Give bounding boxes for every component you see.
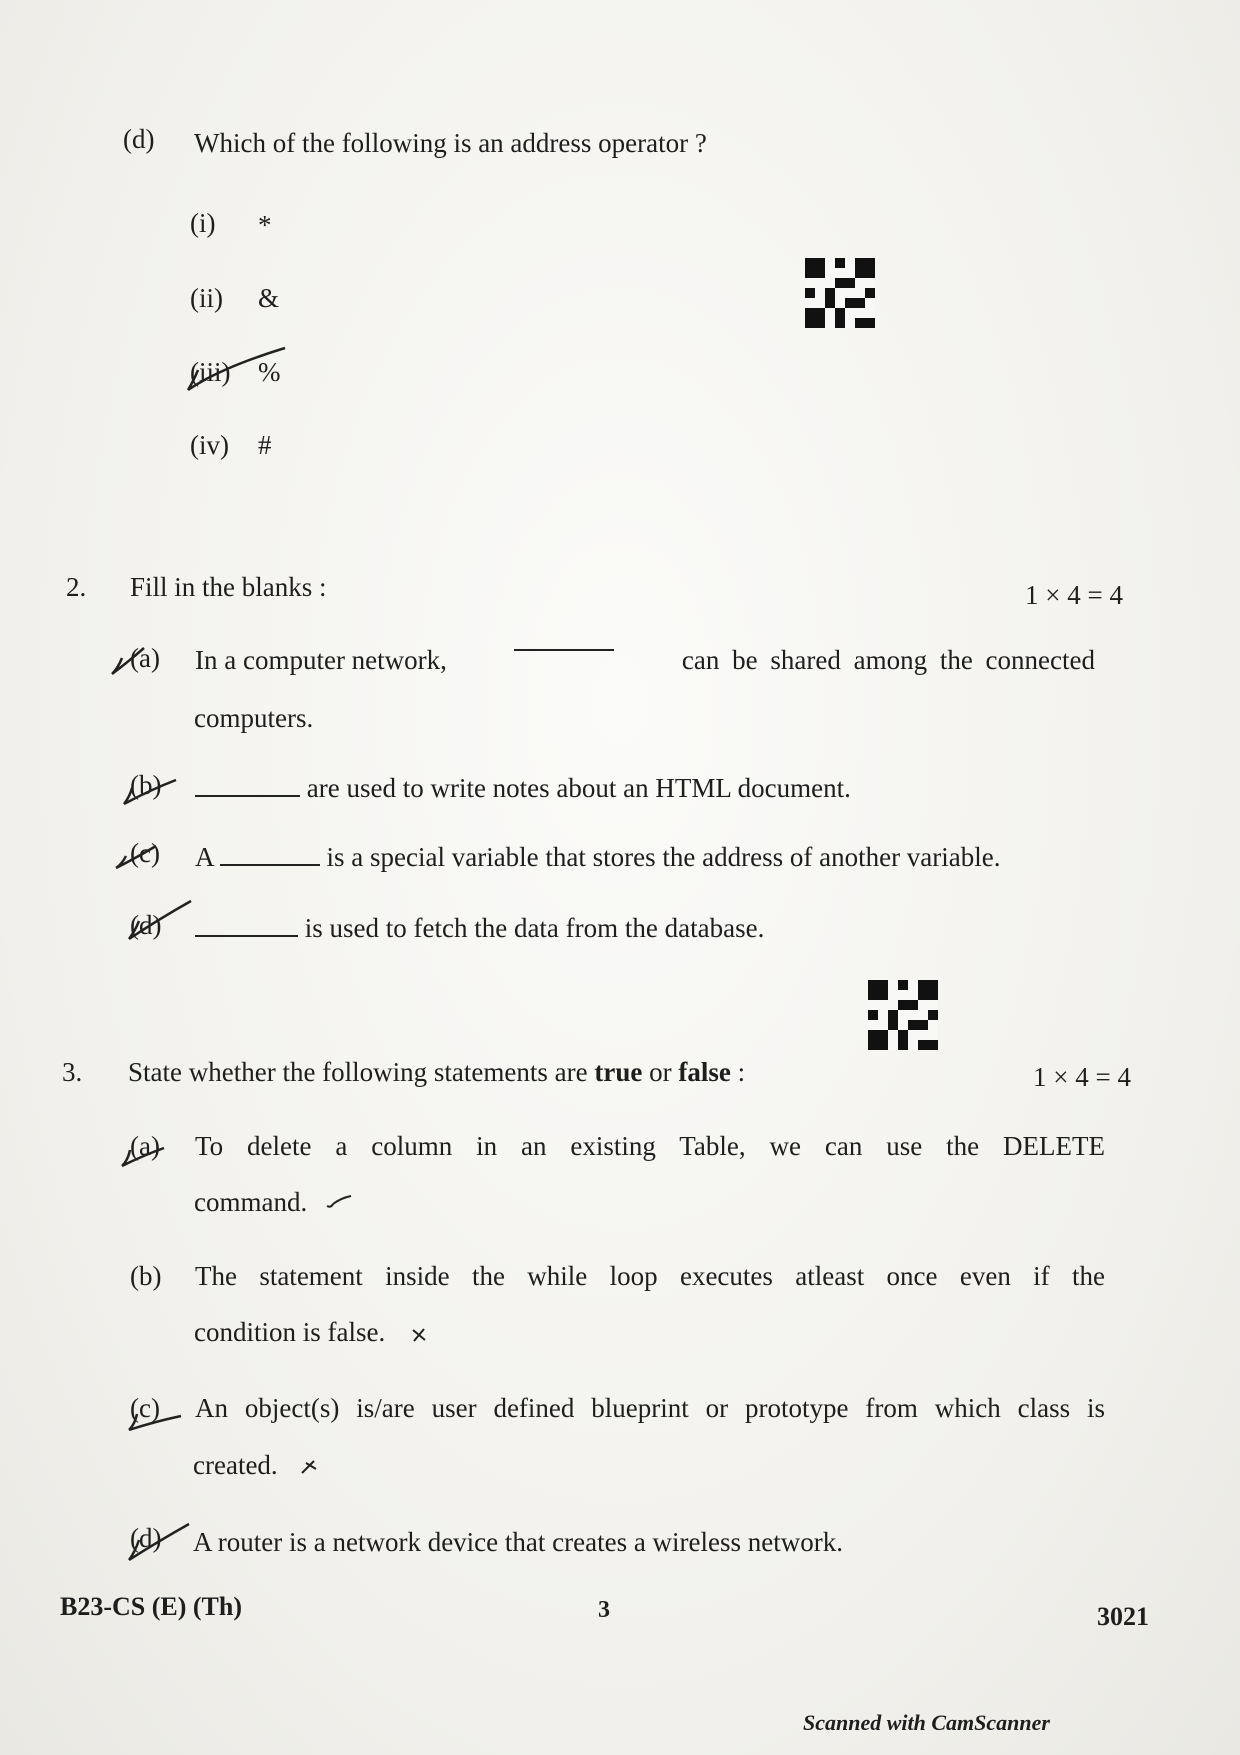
pen-tick-mark bbox=[112, 838, 162, 878]
q3-marks: 1 × 4 = 4 bbox=[1033, 1062, 1131, 1092]
pen-tick-mark bbox=[325, 1192, 355, 1212]
q3-title-pre: State whether the following statements are bbox=[128, 1057, 588, 1087]
q2c-post: is a special variable that stores the address of another variable. bbox=[326, 842, 1001, 872]
pen-tick-mark bbox=[125, 895, 195, 945]
q2b-label: (b) bbox=[130, 770, 162, 800]
q3b-label: (b) bbox=[130, 1261, 162, 1291]
q1d-option-iv-value: # bbox=[258, 430, 272, 460]
q3a-cont: command. bbox=[194, 1187, 308, 1217]
q1d-option-iii-value: % bbox=[258, 357, 281, 387]
q1d-option-ii-label: (ii) bbox=[190, 283, 223, 313]
q1d-option-iv-label: (iv) bbox=[190, 430, 229, 460]
q3-title-true: true bbox=[594, 1057, 643, 1087]
q2-number: 2. bbox=[66, 572, 87, 602]
q2c-pre: A bbox=[195, 842, 214, 872]
pen-tick-mark bbox=[120, 770, 180, 810]
q3d-label: (d) bbox=[130, 1523, 162, 1553]
q3b-text: The statement inside the while loop executes atleast once even if the bbox=[195, 1261, 1105, 1291]
q3-title-false: false bbox=[678, 1057, 731, 1087]
pen-tick-mark bbox=[125, 1518, 191, 1566]
q2b-post: are used to write notes about an HTML document. bbox=[306, 773, 851, 803]
q3-number: 3. bbox=[62, 1057, 83, 1087]
q3b-cont: condition is false. bbox=[194, 1317, 386, 1347]
q2d-blank[interactable] bbox=[195, 931, 298, 937]
q2c-label: (c) bbox=[130, 838, 160, 868]
q3c-cont: created. bbox=[193, 1450, 278, 1480]
q2a-blank[interactable] bbox=[514, 645, 614, 651]
pen-cross-mark bbox=[300, 1457, 320, 1477]
q2b-blank[interactable] bbox=[195, 791, 300, 797]
q1d-option-i-value: * bbox=[258, 210, 272, 240]
q2-title: Fill in the blanks : bbox=[130, 572, 327, 602]
q2c-line bbox=[195, 842, 1001, 873]
q1d-option-iii-label: (iii) bbox=[190, 357, 231, 387]
q2d-line bbox=[195, 913, 764, 944]
q3d-text: A router is a network device that creates a wireless network. bbox=[193, 1527, 844, 1557]
footer-paper-code: B23-CS (E) (Th) bbox=[60, 1592, 243, 1621]
q3a-text: To delete a column in an existing Table, we can use the DELETE bbox=[195, 1131, 1105, 1161]
q2a-label: (a) bbox=[130, 643, 160, 673]
camscanner-watermark: Scanned with CamScanner bbox=[803, 1710, 1050, 1735]
q1d-option-ii-value: & bbox=[258, 283, 280, 313]
q1d-option-i-label: (i) bbox=[190, 208, 216, 238]
q2-marks: 1 × 4 = 4 bbox=[1025, 580, 1123, 610]
q3-title-or: or bbox=[649, 1057, 672, 1087]
q2c-blank[interactable] bbox=[220, 860, 320, 866]
q3c-label: (c) bbox=[130, 1393, 160, 1423]
q2a-line bbox=[195, 645, 1095, 676]
q2a-cont: computers. bbox=[194, 703, 314, 733]
q3c-text: An object(s) is/are user defined blueprint or prototype from which class is bbox=[195, 1393, 1105, 1423]
footer-page-number: 3 bbox=[598, 1597, 610, 1623]
q3-title-colon: : bbox=[737, 1057, 746, 1087]
qr-code-icon bbox=[805, 258, 875, 328]
q2b-line bbox=[195, 773, 851, 804]
q2d-label: (d) bbox=[130, 910, 162, 940]
pen-tick-mark bbox=[180, 340, 290, 400]
pen-cross-mark bbox=[410, 1326, 428, 1344]
q1d-label: (d) bbox=[123, 124, 155, 154]
q2a-text-row bbox=[195, 645, 1095, 676]
pen-tick-mark bbox=[118, 1128, 168, 1172]
pen-tick-mark bbox=[108, 640, 148, 680]
q3-title bbox=[128, 1057, 745, 1088]
q2a-post: can be shared among the connected bbox=[681, 645, 1095, 675]
q1d-question: Which of the following is an address operator ? bbox=[194, 128, 707, 158]
qr-code-icon bbox=[868, 980, 938, 1050]
q2d-post: is used to fetch the data from the database. bbox=[304, 913, 765, 943]
q2a-pre: In a computer network, bbox=[195, 645, 447, 675]
footer-paper-number: 3021 bbox=[1097, 1602, 1149, 1631]
pen-tick-mark bbox=[125, 1392, 185, 1436]
q3a-label: (a) bbox=[130, 1131, 160, 1161]
